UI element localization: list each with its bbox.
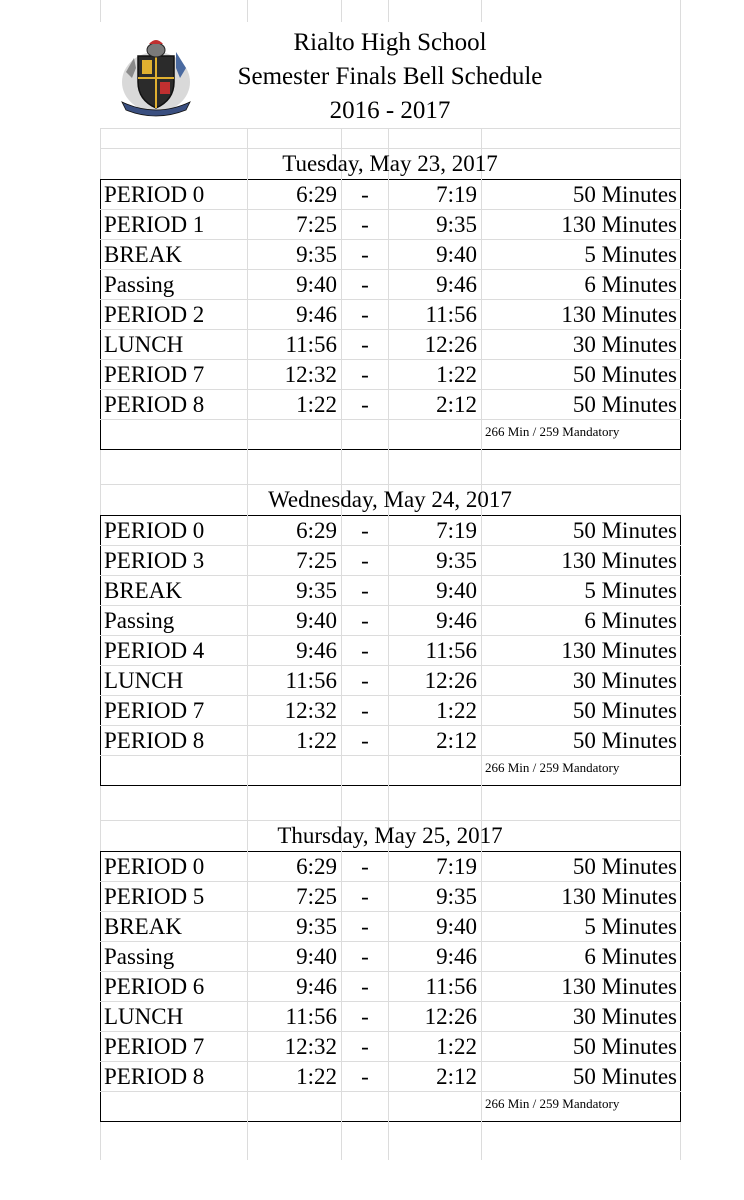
start-time: 9:35 xyxy=(248,576,342,606)
period-name: LUNCH xyxy=(101,1002,248,1032)
period-name: PERIOD 6 xyxy=(101,972,248,1002)
duration: 130 Minutes xyxy=(482,300,681,330)
end-time: 2:12 xyxy=(389,1062,482,1092)
total-row xyxy=(101,420,681,450)
table-row xyxy=(101,516,681,546)
time-separator: - xyxy=(342,1062,389,1092)
time-separator: - xyxy=(342,240,389,270)
start-time: 12:32 xyxy=(248,360,342,390)
total-minutes-note: 266 Min / 259 Mandatory xyxy=(482,1092,681,1122)
time-separator: - xyxy=(342,300,389,330)
duration: 5 Minutes xyxy=(482,240,681,270)
period-name: PERIOD 1 xyxy=(101,210,248,240)
day-schedule-block xyxy=(100,148,680,450)
period-name: PERIOD 7 xyxy=(101,1032,248,1062)
end-time: 7:19 xyxy=(389,852,482,882)
duration: 50 Minutes xyxy=(482,180,681,210)
duration: 50 Minutes xyxy=(482,1032,681,1062)
schedule-subtitle: Semester Finals Bell Schedule xyxy=(237,63,543,90)
duration: 6 Minutes xyxy=(482,270,681,300)
time-separator: - xyxy=(342,516,389,546)
table-row xyxy=(101,360,681,390)
total-minutes-note: 266 Min / 259 Mandatory xyxy=(482,756,681,786)
time-separator: - xyxy=(342,1032,389,1062)
schedule-table xyxy=(100,179,681,450)
start-time: 1:22 xyxy=(248,1062,342,1092)
time-separator: - xyxy=(342,942,389,972)
start-time: 9:46 xyxy=(248,972,342,1002)
time-separator: - xyxy=(342,666,389,696)
start-time: 9:35 xyxy=(248,240,342,270)
start-time: 11:56 xyxy=(248,666,342,696)
duration: 6 Minutes xyxy=(482,606,681,636)
start-time: 12:32 xyxy=(248,1032,342,1062)
end-time: 12:26 xyxy=(389,1002,482,1032)
period-name: PERIOD 5 xyxy=(101,882,248,912)
empty-cell xyxy=(101,420,248,450)
end-time: 12:26 xyxy=(389,666,482,696)
period-name: PERIOD 4 xyxy=(101,636,248,666)
duration: 50 Minutes xyxy=(482,516,681,546)
empty-cell xyxy=(248,756,342,786)
duration: 130 Minutes xyxy=(482,882,681,912)
table-row xyxy=(101,942,681,972)
time-separator: - xyxy=(342,726,389,756)
start-time: 9:46 xyxy=(248,300,342,330)
start-time: 11:56 xyxy=(248,1002,342,1032)
start-time: 9:46 xyxy=(248,636,342,666)
table-row xyxy=(101,210,681,240)
duration: 6 Minutes xyxy=(482,942,681,972)
start-time: 6:29 xyxy=(248,180,342,210)
time-separator: - xyxy=(342,180,389,210)
period-name: BREAK xyxy=(101,576,248,606)
table-row xyxy=(101,636,681,666)
time-separator: - xyxy=(342,606,389,636)
end-time: 11:56 xyxy=(389,300,482,330)
time-separator: - xyxy=(342,1002,389,1032)
schedule-table xyxy=(100,851,681,1122)
duration: 50 Minutes xyxy=(482,360,681,390)
table-row xyxy=(101,390,681,420)
duration: 30 Minutes xyxy=(482,666,681,696)
day-schedule-block xyxy=(100,484,680,786)
table-row xyxy=(101,972,681,1002)
period-name: PERIOD 0 xyxy=(104,853,205,879)
start-time: 1:22 xyxy=(248,726,342,756)
period-name: PERIOD 7 xyxy=(101,696,248,726)
duration: 50 Minutes xyxy=(482,696,681,726)
time-separator: - xyxy=(342,390,389,420)
table-row xyxy=(101,726,681,756)
end-time: 9:46 xyxy=(389,606,482,636)
duration: 30 Minutes xyxy=(482,330,681,360)
time-separator: - xyxy=(342,696,389,726)
duration: 50 Minutes xyxy=(482,390,681,420)
end-time: 7:19 xyxy=(389,180,482,210)
time-separator: - xyxy=(342,882,389,912)
table-row xyxy=(101,1062,681,1092)
period-name: PERIOD 0 xyxy=(104,181,205,207)
start-time: 1:22 xyxy=(248,390,342,420)
duration: 50 Minutes xyxy=(482,726,681,756)
start-time: 6:29 xyxy=(248,516,342,546)
table-row xyxy=(101,852,681,882)
duration: 50 Minutes xyxy=(482,1062,681,1092)
period-name: LUNCH xyxy=(101,666,248,696)
end-time: 9:35 xyxy=(389,882,482,912)
table-row xyxy=(101,240,681,270)
day-title: Tuesday, May 23, 2017 xyxy=(100,148,680,179)
total-row xyxy=(101,756,681,786)
empty-cell xyxy=(342,1092,389,1122)
duration: 130 Minutes xyxy=(482,546,681,576)
empty-cell xyxy=(342,756,389,786)
day-schedule-block xyxy=(100,820,680,1122)
table-row xyxy=(101,696,681,726)
time-separator: - xyxy=(342,912,389,942)
time-separator: - xyxy=(342,576,389,606)
total-row xyxy=(101,1092,681,1122)
table-row xyxy=(101,330,681,360)
table-row xyxy=(101,270,681,300)
start-time: 12:32 xyxy=(248,696,342,726)
end-time: 1:22 xyxy=(389,360,482,390)
end-time: 11:56 xyxy=(389,636,482,666)
empty-cell xyxy=(101,756,248,786)
grid-line xyxy=(100,128,680,129)
end-time: 1:22 xyxy=(389,696,482,726)
duration: 130 Minutes xyxy=(482,636,681,666)
end-time: 12:26 xyxy=(389,330,482,360)
end-time: 9:40 xyxy=(389,240,482,270)
table-row xyxy=(101,300,681,330)
table-row xyxy=(101,546,681,576)
empty-cell xyxy=(389,1092,482,1122)
schedule-table xyxy=(100,515,681,786)
end-time: 9:40 xyxy=(389,912,482,942)
schedule-header xyxy=(100,22,680,128)
empty-cell xyxy=(342,420,389,450)
period-name: PERIOD 8 xyxy=(101,1062,248,1092)
duration: 130 Minutes xyxy=(482,210,681,240)
time-separator: - xyxy=(342,210,389,240)
period-name: Passing xyxy=(101,606,248,636)
duration: 5 Minutes xyxy=(482,912,681,942)
start-time: 11:56 xyxy=(248,330,342,360)
time-separator: - xyxy=(342,360,389,390)
school-year: 2016 - 2017 xyxy=(329,97,451,124)
period-name: BREAK xyxy=(101,240,248,270)
empty-cell xyxy=(389,756,482,786)
period-name: LUNCH xyxy=(101,330,248,360)
school-crest-icon xyxy=(116,38,196,118)
period-name: PERIOD 8 xyxy=(101,390,248,420)
time-separator: - xyxy=(342,972,389,1002)
empty-cell xyxy=(248,1092,342,1122)
start-time: 9:35 xyxy=(248,912,342,942)
start-time: 7:25 xyxy=(248,210,342,240)
table-row xyxy=(101,666,681,696)
day-title: Thursday, May 25, 2017 xyxy=(100,820,680,851)
table-row xyxy=(101,576,681,606)
end-time: 2:12 xyxy=(389,726,482,756)
time-separator: - xyxy=(342,636,389,666)
duration: 50 Minutes xyxy=(482,852,681,882)
empty-cell xyxy=(389,420,482,450)
start-time: 9:40 xyxy=(248,942,342,972)
duration: 130 Minutes xyxy=(482,972,681,1002)
start-time: 9:40 xyxy=(248,270,342,300)
end-time: 11:56 xyxy=(389,972,482,1002)
table-row xyxy=(101,180,681,210)
period-name: Passing xyxy=(101,270,248,300)
duration: 5 Minutes xyxy=(482,576,681,606)
period-name: Passing xyxy=(101,942,248,972)
start-time: 7:25 xyxy=(248,882,342,912)
duration: 30 Minutes xyxy=(482,1002,681,1032)
time-separator: - xyxy=(342,546,389,576)
period-name: BREAK xyxy=(101,912,248,942)
start-time: 7:25 xyxy=(248,546,342,576)
table-row xyxy=(101,1002,681,1032)
time-separator: - xyxy=(342,852,389,882)
start-time: 6:29 xyxy=(248,852,342,882)
period-name: PERIOD 8 xyxy=(101,726,248,756)
table-row xyxy=(101,1032,681,1062)
end-time: 9:46 xyxy=(389,942,482,972)
empty-cell xyxy=(101,1092,248,1122)
total-minutes-note: 266 Min / 259 Mandatory xyxy=(482,420,681,450)
end-time: 9:35 xyxy=(389,546,482,576)
time-separator: - xyxy=(342,330,389,360)
period-name: PERIOD 7 xyxy=(101,360,248,390)
day-title: Wednesday, May 24, 2017 xyxy=(100,484,680,515)
end-time: 9:35 xyxy=(389,210,482,240)
school-name: Rialto High School xyxy=(293,29,487,56)
table-row xyxy=(101,606,681,636)
end-time: 2:12 xyxy=(389,390,482,420)
period-name: PERIOD 3 xyxy=(101,546,248,576)
start-time: 9:40 xyxy=(248,606,342,636)
period-name: PERIOD 2 xyxy=(101,300,248,330)
end-time: 9:46 xyxy=(389,270,482,300)
table-row xyxy=(101,912,681,942)
empty-cell xyxy=(248,420,342,450)
end-time: 7:19 xyxy=(389,516,482,546)
table-row xyxy=(101,882,681,912)
time-separator: - xyxy=(342,270,389,300)
end-time: 9:40 xyxy=(389,576,482,606)
period-name: PERIOD 0 xyxy=(104,517,205,543)
end-time: 1:22 xyxy=(389,1032,482,1062)
